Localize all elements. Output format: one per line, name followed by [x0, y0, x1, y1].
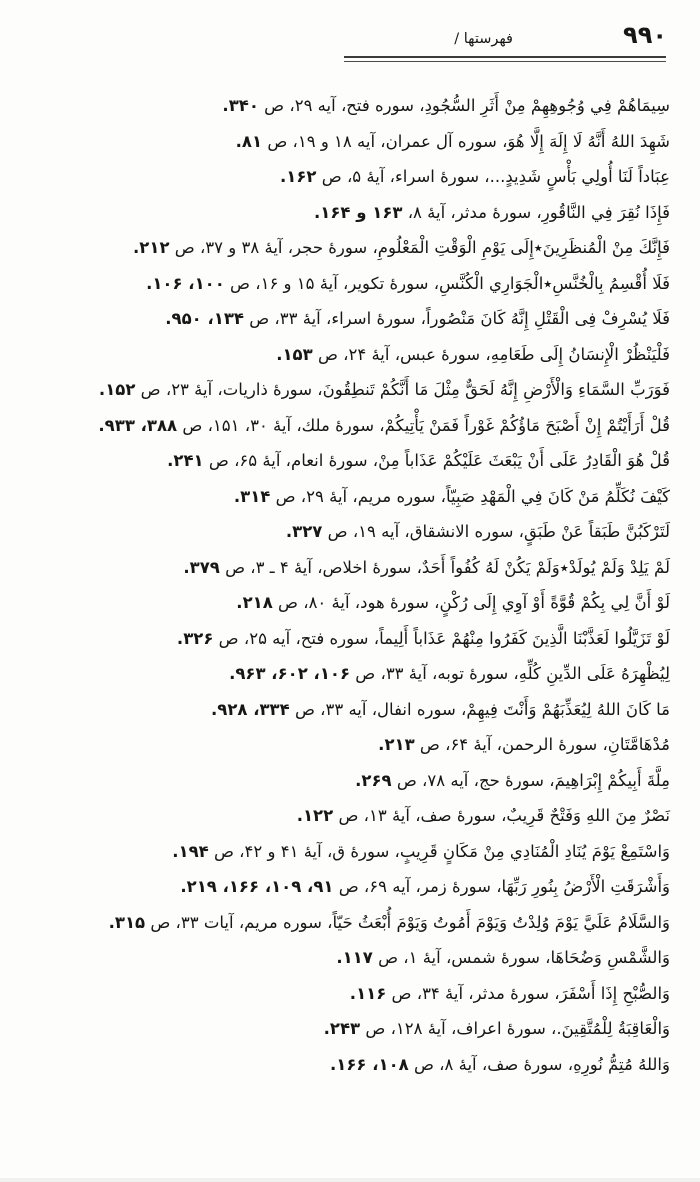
entry-text: وَالصُّبْحِ إِذَا أَسْفَرَ، سورهٔ مدثر، آيهٔ ۳۴، ص — [391, 983, 670, 1003]
index-entry — [14, 727, 670, 763]
entry-page-numbers: ۳۴۰. — [222, 96, 259, 115]
entry-text: فَلْيَنْظُرْ الْإِنسَانُ إِلَى طَعَامِهِ، سورهٔ عبس، آيهٔ ۲۴، ص — [317, 344, 670, 364]
index-entry — [14, 1047, 670, 1083]
index-entry — [14, 372, 670, 408]
index-entry — [14, 408, 670, 444]
index-entry — [14, 940, 670, 976]
index-entry — [14, 550, 670, 586]
page-number: ۹۹۰ — [623, 21, 667, 49]
index-entry — [14, 337, 670, 373]
entry-page-numbers: ۱۰۸، ۱۶۶. — [329, 1054, 409, 1074]
entry-page-numbers: ۱۰۰، ۱۰۶. — [146, 273, 225, 293]
index-entry — [14, 266, 670, 302]
entry-page-numbers: ۱۱۶. — [349, 983, 387, 1003]
page-bottom-edge — [0, 1178, 700, 1182]
entry-text: وَاسْتَمِعْ يَوْمَ يُنَادِ الْمُنَادِي مِنْ مَكَانٍ قَرِيبٍ، سورهٔ ق، آيهٔ ۴۱ و ۴۲، ص — [213, 841, 670, 861]
entry-text: وَاللهُ مُتِمُّ نُورِهِ، سورهٔ صف، آيهٔ ۸، ص — [413, 1054, 670, 1074]
index-entry — [14, 869, 670, 905]
entry-text: لَمْ يَلِدْ وَلَمْ يُولَدْ٭وَلَمْ يَكُنْ لَهُ كُفُواً أَحَدٌ، سورهٔ اخلاص، آيهٔ ۴ ـ ۳، ص — [225, 557, 670, 577]
entry-text: لَتَرْكَبُنَّ طَبَقاً عَنْ طَبَقٍ، سوره الانشقاق، آيه ۱۹، ص — [327, 522, 670, 541]
index-entry — [14, 905, 670, 941]
entry-text: فَإِنَّكَ مِنْ الْمُنظَرِينَ٭إِلَى يَوْمِ الْوَقْتِ الْمَعْلُومِ، سورهٔ حجر، آيهٔ ۳۸ و ۳۷، ص — [174, 238, 670, 257]
entry-text: نَصْرٌ مِنَ اللهِ وَفَتْحٌ قَرِيبٌ، سورهٔ صف، آيهٔ ۱۳، ص — [338, 806, 670, 825]
entry-page-numbers: ۱۳۴، ۹۵۰. — [165, 309, 244, 328]
entry-page-numbers: ۱۱۷. — [336, 948, 373, 967]
entry-page-numbers: ۳۲۶. — [176, 628, 214, 648]
entry-page-numbers: ۱۵۲. — [98, 380, 136, 399]
entry-text: فَلَا يُسْرِفْ فِى الْقَتْلِ إِنَّهُ كَانَ مَنْصُوراً، سورهٔ اسراء، آيهٔ ۳۳، ص — [249, 309, 670, 328]
index-entry — [14, 763, 670, 799]
index-entry — [14, 443, 670, 479]
index-entry — [14, 798, 670, 834]
entry-page-numbers: ۳۲۷. — [285, 522, 323, 541]
entry-page-numbers: ۱۶۲. — [280, 167, 317, 186]
entry-text: لَوْ تَزَيَّلُوا لَعَذَّبْنَا الَّذِينَ كَفَرُوا مِنْهُمْ عَذَاباً أَلِيماً، سوره فتح، آيه ۲۵، ص — [218, 628, 670, 648]
entry-text: لَوْ أَنَّ لِي بِكُمْ قُوَّةً أَوْ آوِي إِلَى رُكْنٍ، سورهٔ هود، آيهٔ ۸۰، ص — [278, 593, 670, 612]
entry-page-numbers: ۳۳۴، ۹۲۸. — [210, 699, 290, 719]
entry-page-numbers: ۳۷۹. — [183, 557, 220, 577]
index-entry — [14, 479, 670, 515]
entry-text: وَالْعَاقِبَةُ لِلْمُتَّقِينَ.، سورهٔ اعراف، آيهٔ ۱۲۸، ص — [365, 1019, 670, 1038]
index-entry — [14, 656, 670, 692]
entry-page-numbers: ۹۱، ۱۰۹، ۱۶۶، ۲۱۹. — [180, 877, 334, 896]
index-entry — [14, 230, 670, 266]
verse-index-list — [14, 88, 670, 1082]
index-entry — [14, 585, 670, 621]
header-title: فهرستها / — [454, 31, 513, 47]
entry-page-numbers: ۲۱۲. — [133, 238, 170, 257]
entry-page-numbers: ۱۲۲. — [296, 806, 334, 825]
index-entry — [14, 159, 670, 195]
entry-text: مِلَّةَ أَبِيكُمْ إِبْرَاهِيمَ، سورهٔ حج، آيه ۷۸، ص — [396, 770, 670, 790]
entry-page-numbers: ۳۱۴. — [233, 486, 271, 506]
index-entry — [14, 301, 670, 337]
index-entry — [14, 514, 670, 550]
entry-page-numbers: ۲۱۳. — [378, 735, 415, 754]
entry-text: كَيْفَ نُكَلِّمُ مَنْ كَانَ فِي الْمَهْدِ صَبِيّاً، سوره مريم، آيهٔ ۲۹، ص — [275, 486, 670, 506]
index-entry — [14, 88, 670, 124]
entry-page-numbers: ۸۱. — [235, 131, 263, 151]
entry-page-numbers: ۳۱۵. — [108, 912, 146, 932]
entry-text: مُدْهَامَّتَانِ، سورهٔ الرحمن، آيهٔ ۶۴، ص — [419, 735, 670, 754]
entry-page-numbers: ۱۹۴. — [172, 841, 209, 861]
entry-text: وَأَشْرَقَتِ الْأَرْضُ بِنُورِ رَبِّهَا، سورهٔ زمر، آيه ۶۹، ص — [338, 877, 670, 896]
entry-page-numbers: ۲۴۳. — [323, 1019, 361, 1038]
entry-text: فَوَرَبِّ السَّمَاءِ وَالْأَرْضِ إِنَّهُ لَحَقٌّ مِثْلَ مَا أَنَّكُمْ تَنطِقُونَ، سورهٔ ذاريات، آيهٔ ۲۳، ص — [140, 380, 670, 399]
index-entry — [14, 834, 670, 870]
entry-page-numbers: ۲۴۱. — [167, 451, 204, 470]
entry-text: وَالشَّمْسِ وَضُحَاهَا، سورهٔ شمس، آيهٔ ۱، ص — [378, 948, 670, 967]
entry-text: لِيُظْهِرَهُ عَلَى الدِّينِ كُلِّهِ، سورهٔ توبه، آيهٔ ۳۳، ص — [355, 664, 670, 683]
entry-text: فَإِذَا نُقِرَ فِي النَّاقُورِ، سورهٔ مدثر، آيهٔ ۸، — [407, 202, 670, 222]
entry-page-numbers: ۱۰۶، ۶۰۲، ۹۶۳. — [229, 664, 351, 683]
index-entry — [14, 976, 670, 1012]
entry-page-numbers: ۱۵۳. — [276, 344, 313, 364]
index-entry — [14, 621, 670, 657]
entry-page-numbers: ۳۸۸، ۹۳۳. — [98, 415, 178, 435]
header-double-rule — [344, 56, 666, 62]
entry-text: قُلْ أَرَأَيْتُمْ إِنْ أَصْبَحَ مَاؤُكُمْ غَوْراً فَمَنْ يَأْتِيكُمْ، سورهٔ ملك، آيهٔ ۳۰، ۱۵۱، ص — [182, 415, 670, 435]
entry-text: شَهِدَ اللهُ أَنَّهُ لَا إِلَهَ إِلَّا هُوَ، سوره آل عمران، آيه ۱۸ و ۱۹، ص — [267, 131, 670, 151]
entry-page-numbers: ۲۶۹. — [355, 770, 392, 790]
entry-text: سِيمَاهُمْ فِي وُجُوهِهِمْ مِنْ أَثَرِ السُّجُودِ، سوره فتح، آيه ۲۹، ص — [264, 96, 670, 115]
entry-text: مَا كَانَ اللهُ لِيُعَذِّبَهُمْ وَأَنْتَ فِيهِمْ، سوره انفال، آيه ۳۳، ص — [294, 699, 670, 719]
entry-text: فَلَا أُقْسِمُ بِالْخُنَّسِ٭الْجَوَارِي الْكُنَّسِ، سورهٔ تكوير، آيهٔ ۱۵ و ۱۶، ص — [230, 273, 670, 293]
entry-text: وَالسَّلَامُ عَلَيَّ يَوْمَ وُلِدْتُ وَيَوْمَ أَمُوتُ وَيَوْمَ أُبْعَثُ حَيّاً، سوره مريم، آيات ۳۳، ص — [150, 912, 670, 932]
entry-page-numbers: ۱۶۳ و ۱۶۴. — [314, 202, 403, 222]
entry-page-numbers: ۲۱۸. — [236, 593, 273, 612]
index-entry — [14, 1011, 670, 1047]
entry-text: عِبَاداً لَنَا أُولِي بَأْسٍ شَدِيدٍ...، سورهٔ اسراء، آيهٔ ۵، ص — [321, 167, 670, 186]
index-entry — [14, 692, 670, 728]
index-entry — [14, 195, 670, 231]
entry-text: قُلْ هُوَ الْقَادِرُ عَلَى أَنْ يَبْعَثَ عَلَيْكُمْ عَذَاباً مِنْ، سورهٔ انعام، آيهٔ ۶۵، ص — [208, 451, 670, 470]
index-entry — [14, 124, 670, 160]
